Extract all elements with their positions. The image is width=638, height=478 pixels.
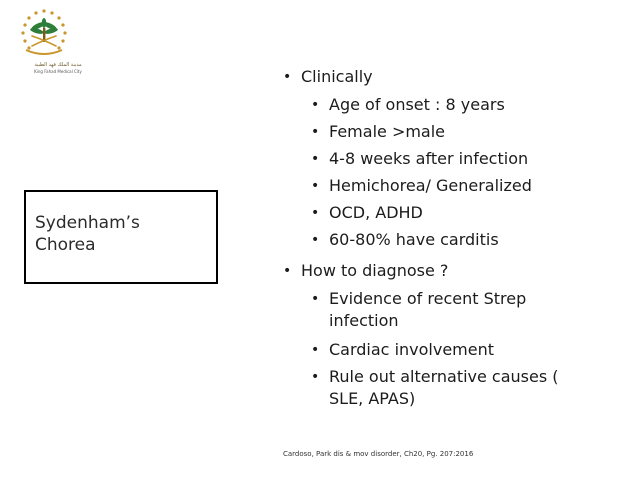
bullet-text: How to diagnose ? bbox=[301, 261, 449, 280]
bullet-dot-icon: • bbox=[311, 369, 320, 385]
bullet-text: OCD, ADHD bbox=[329, 203, 423, 222]
bullet-dot-icon: • bbox=[311, 232, 320, 248]
bullet-text: 60-80% have carditis bbox=[329, 230, 499, 249]
bullet-text: Age of onset : 8 years bbox=[329, 95, 505, 114]
citation-footnote: Cardoso, Park dis & mov disorder, Ch20, Pg. 207:2016 bbox=[283, 450, 474, 458]
bullet-text: 4-8 weeks after infection bbox=[329, 149, 529, 168]
bullet-dot-icon: • bbox=[311, 291, 320, 307]
bullet-dot-icon: • bbox=[311, 97, 320, 113]
bullet-text: Female >male bbox=[329, 122, 446, 141]
title-line-2: Chorea bbox=[35, 235, 96, 255]
bullet-dot-icon: • bbox=[311, 124, 320, 140]
logo-english-name: King Fahad Medical City bbox=[34, 69, 82, 74]
bullet-text-line-1: Rule out alternative causes ( bbox=[329, 367, 559, 386]
bullet-dot-icon: • bbox=[311, 205, 320, 221]
bullet-text bbox=[329, 288, 599, 332]
bullet-dot-icon: • bbox=[311, 342, 320, 358]
bullet-text: Cardiac involvement bbox=[329, 340, 495, 359]
bullet-text-line-2: SLE, APAS) bbox=[329, 389, 416, 408]
bullet-dot-icon: • bbox=[311, 178, 320, 194]
bullet-text: Hemichorea/ Generalized bbox=[329, 176, 532, 195]
logo-arabic-name: مدينة الملك فهد الطبية bbox=[34, 62, 82, 68]
bullet-text: Clinically bbox=[301, 67, 373, 86]
bullet-text-line-1: Evidence of recent Strep bbox=[329, 289, 527, 308]
bullet-text bbox=[329, 366, 599, 410]
bullet-dot-icon: • bbox=[283, 263, 292, 279]
bullet-text-line-2: infection bbox=[329, 311, 399, 330]
bullet-dot-icon: • bbox=[311, 151, 320, 167]
title-line-1: Sydenham’s bbox=[35, 213, 140, 233]
bullet-dot-icon: • bbox=[283, 69, 292, 85]
